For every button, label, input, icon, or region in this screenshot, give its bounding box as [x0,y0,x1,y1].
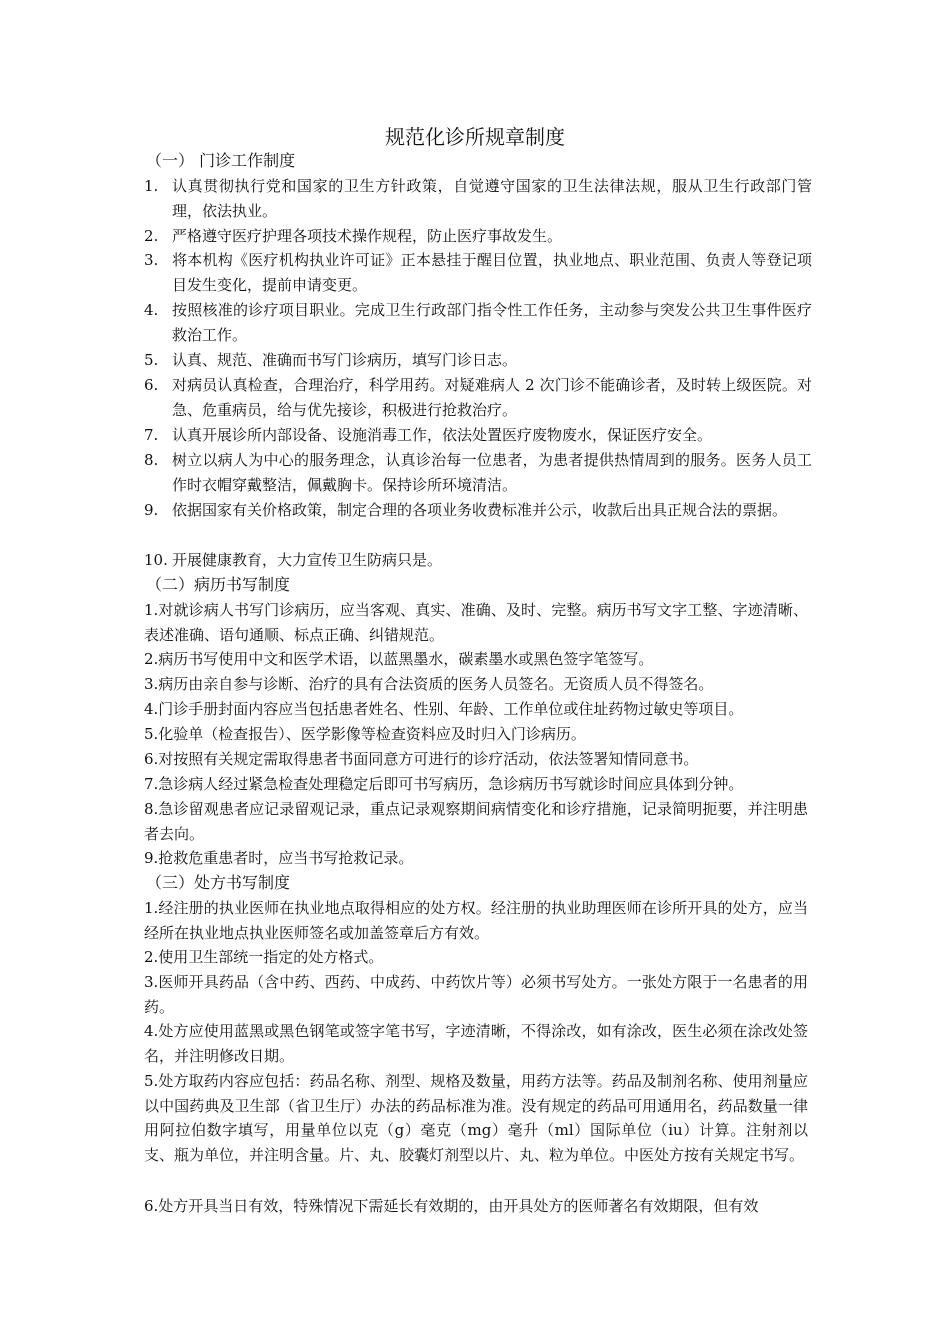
list-item-text: 认真贯彻执行党和国家的卫生方针政策，自觉遵守国家的卫生法律法规，服从卫生行政部门管理，依法执业。 [172,177,812,220]
list-item [144,548,812,573]
list-item-number: 8. [144,451,159,469]
paragraph: 6.处方开具当日有效，特殊情况下需延长有效期的，由开具处方的医师著名有效期限，但有效 [144,1197,759,1215]
paragraph: 2.病历书写使用中文和医学术语，以蓝黑墨水，碳素墨水或黑色签字笔签写。 [144,650,654,668]
paragraph: 1.经注册的执业医师在执业地点取得相应的处方权。经注册的执业助理医师在诊所开具的处方，应当经所在执业地点执业医师签名或加盖签章后方有效。 [144,899,808,942]
list-item-text: 严格遵守医疗护理各项技术操作规程，防止医疗事故发生。 [172,227,563,245]
list-item-text: 开展健康教育，大力宣传卫生防病只是。 [172,551,443,569]
list-item-number: 1. [144,177,159,195]
list-item-number: 2. [144,227,159,245]
paragraph: 3.病历由亲自参与诊断、治疗的具有合法资质的医务人员签名。无资质人员不得签名。 [144,675,714,693]
paragraph: 4.门诊手册封面内容应当包括患者姓名、性别、年龄、工作单位或住址药物过敏史等项目。 [144,700,744,718]
paragraph: 3.医师开具药品（含中药、西药、中成药、中药饮片等）必须书写处方。一张处方限于一名患者的用药。 [144,973,808,1016]
list-item-text: 依据国家有关价格政策，制定合理的各项业务收费标准并公示，收款后出具正规合法的票据。 [172,501,788,519]
list-item [144,348,812,373]
list-item-number: 10. [144,551,168,569]
list-item-number: 4. [144,301,159,319]
list-item-text: 认真开展诊所内部设备、设施消毒工作，依法处置医疗废物废水，保证医疗安全。 [172,426,713,444]
paragraph: 7.急诊病人经过紧急检查处理稳定后即可书写病历，急诊病历书写就诊时间应具体到分钟。 [144,775,744,793]
list-item [144,224,812,249]
section-heading-medical-records: （二）病历书写制度 [146,575,291,594]
document-title: 规范化诊所规章制度 [385,125,565,149]
list-item-text: 按照核准的诊疗项目职业。完成卫生行政部门指令性工作任务，主动参与突发公共卫生事件医疗救治工作。 [172,301,812,344]
list-item-number: 9. [144,501,159,519]
paragraph: 8.急诊留观患者应记录留观记录，重点记录观察期间病情变化和诊疗措施，记录简明扼要，并注明患者去向。 [144,800,808,843]
paragraph: 4.处方应使用蓝黑或黑色钢笔或签字笔书写，字迹清晰，不得涂改，如有涂改，医生必须在涂改处签名，并注明修改日期。 [144,1022,808,1065]
list-item [144,373,812,422]
paragraph: 5.化验单（检查报告）、医学影像等检查资料应及时归入门诊病历。 [144,725,586,743]
paragraph: 6.对按照有关规定需取得患者书面同意方可进行的诊疗活动，依法签署知情同意书。 [144,750,699,768]
paragraph: 1.对就诊病人书写门诊病历，应当客观、真实、准确、及时、完整。病历书写文字工整、字迹清晰、表述准确、语句通顺、标点正确、纠错规范。 [144,601,808,644]
list-item-text: 将本机构《医疗机构执业许可证》正本悬挂于醒目位置，执业地点、职业范围、负责人等登记项目发生变化，提前申请变更。 [172,251,812,294]
section-heading-outpatient: （一） 门诊工作制度 [146,151,296,170]
list-item [144,448,812,497]
list-item-number: 7. [144,426,159,444]
list-item-number: 5. [144,351,159,369]
list-item-text: 对病员认真检查，合理治疗，科学用药。对疑难病人 2 次门诊不能确诊者，及时转上级医院。对急、危重病员，给与优先接诊，积极进行抢救治疗。 [172,376,812,419]
paragraph: 2.使用卫生部统一指定的处方格式。 [144,948,384,966]
list-item [144,423,812,448]
list-item-number: 6. [144,376,159,394]
list-item-text: 树立以病人为中心的服务理念，认真诊治每一位患者，为患者提供热情周到的服务。医务人员工作时衣帽穿戴整洁，佩戴胸卡。保持诊所环境清洁。 [172,451,812,494]
list-item-text: 认真、规范、准确而书写门诊病历，填写门诊日志。 [172,351,518,369]
list-item [144,174,812,223]
section-heading-prescriptions: （三）处方书写制度 [146,873,291,892]
list-item [144,298,812,347]
list-item-number: 3. [144,251,159,269]
paragraph: 9.抢救危重患者时，应当书写抢救记录。 [144,849,414,867]
list-item [144,498,812,523]
list-item [144,248,812,297]
paragraph: 5.处方取药内容应包括：药品名称、剂型、规格及数量，用药方法等。药品及制剂名称、使用剂量应以中国药典及卫生部（省卫生厅）办法的药品标准为准。没有规定的药品可用通用名，药品数量一律用阿拉伯数字填写，用量单位以克（g）毫克（mg）毫升（ml）国际单位（iu）计算。注射剂以支、瓶为单位，并注明含量。片、丸、胶囊灯剂型以片、丸、粒为单位。中医处方按有关规定书写。 [144,1072,808,1164]
